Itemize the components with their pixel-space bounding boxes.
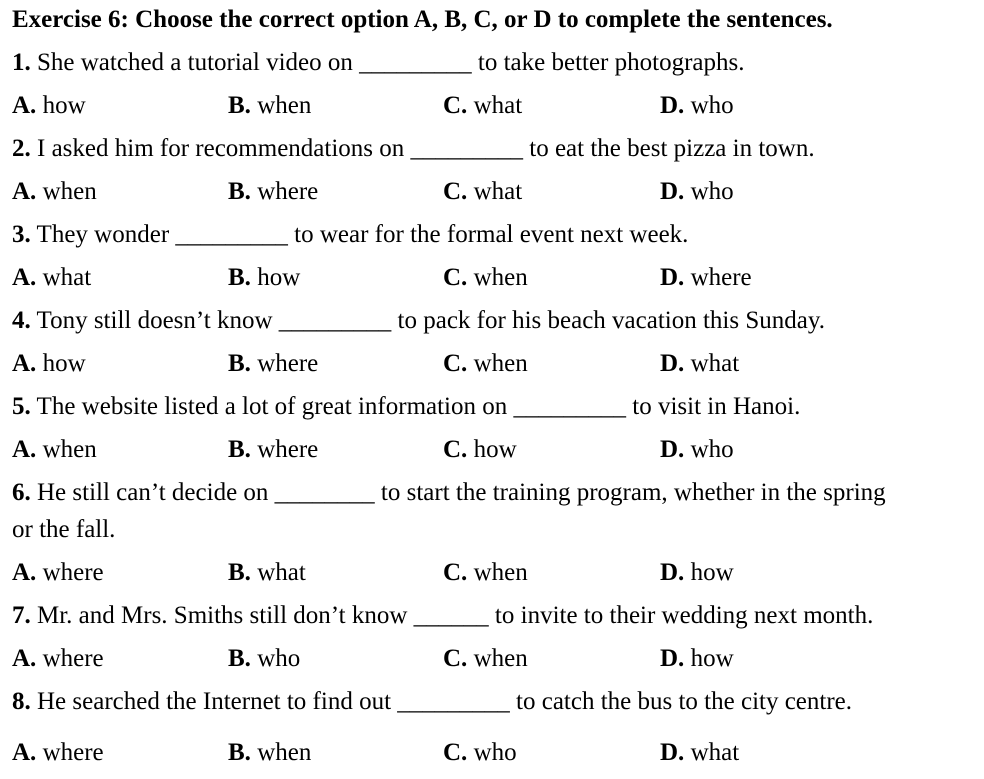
option-a: A. when	[12, 436, 97, 463]
option-c: C. when	[443, 350, 528, 377]
option-c: C. what	[443, 92, 523, 119]
option-b: B. where	[228, 350, 319, 377]
question-2	[12, 134, 815, 164]
question-number: 2.	[12, 135, 31, 162]
question-text-after: to start the training program, whether in the spring	[374, 479, 886, 506]
question-1	[12, 48, 744, 78]
question-text-after: to catch the bus to the city centre.	[509, 688, 853, 715]
question-text-before: She watched a tutorial video on	[30, 49, 360, 76]
question-text-after: to take better photographs.	[471, 49, 745, 76]
option-d: D. who	[660, 92, 734, 119]
options-row-1	[0, 91, 984, 121]
question-text-after: to visit in Hanoi.	[626, 393, 801, 420]
options-row-4	[0, 349, 984, 379]
question-8	[12, 687, 852, 717]
question-4	[12, 306, 825, 336]
option-b: B. when	[228, 92, 312, 119]
option-a: A. where	[12, 645, 104, 672]
question-text-before: Tony still doesn’t know	[30, 307, 279, 334]
question-number: 1.	[12, 49, 31, 76]
option-c: C. when	[443, 264, 528, 291]
question-6	[12, 478, 886, 508]
option-d: D. how	[660, 559, 734, 586]
option-c: C. what	[443, 178, 523, 205]
option-a: A. where	[12, 739, 104, 766]
option-c: C. who	[443, 739, 517, 766]
option-b: B. where	[228, 436, 319, 463]
question-text-before: The website listed a lot of great information on	[30, 393, 514, 420]
question-text-before: Mr. and Mrs. Smiths still don’t know	[30, 602, 414, 629]
answer-blank: _________	[397, 688, 510, 715]
question-number: 7.	[12, 602, 31, 629]
answer-blank: ________	[274, 479, 375, 506]
question-text-before: They wonder	[30, 221, 176, 248]
question-number: 3.	[12, 221, 31, 248]
option-b: B. what	[228, 559, 306, 586]
question-text-before: I asked him for recommendations on	[30, 135, 411, 162]
option-d: D. who	[660, 436, 734, 463]
question-number: 4.	[12, 307, 31, 334]
option-b: B. who	[228, 645, 301, 672]
option-d: D. who	[660, 178, 734, 205]
answer-blank: _________	[513, 393, 627, 420]
answer-blank: ______	[413, 602, 489, 629]
exercise-title: Exercise 6: Choose the correct option A, B, C, or D to complete the sentences.	[12, 6, 833, 33]
question-text-after: to invite to their wedding next month.	[488, 602, 874, 629]
question-text-before: He searched the Internet to find out	[30, 688, 398, 715]
option-d: D. what	[660, 739, 740, 766]
option-d: D. where	[660, 264, 752, 291]
question-text-after: to wear for the formal event next week.	[287, 221, 689, 248]
option-b: B. when	[228, 739, 312, 766]
option-a: A. where	[12, 559, 104, 586]
answer-blank: _________	[410, 135, 524, 162]
question-7	[12, 601, 873, 631]
options-row-2	[0, 177, 984, 207]
answer-blank: _________	[359, 49, 472, 76]
option-b: B. how	[228, 264, 301, 291]
options-row-6	[0, 558, 984, 588]
question-text-after: to pack for his beach vacation this Sunday.	[391, 307, 825, 334]
option-c: C. when	[443, 559, 528, 586]
options-row-5	[0, 435, 984, 465]
question-text-before: He still can’t decide on	[30, 479, 275, 506]
question-number: 8.	[12, 688, 31, 715]
answer-blank: _________	[278, 307, 392, 334]
option-a: A. when	[12, 178, 97, 205]
options-row-7	[0, 644, 984, 674]
option-d: D. how	[660, 645, 734, 672]
question-6-continuation: or the fall.	[12, 516, 116, 543]
options-row-3	[0, 263, 984, 293]
question-number: 5.	[12, 393, 31, 420]
option-c: C. when	[443, 645, 528, 672]
options-row-8	[0, 738, 984, 768]
question-3	[12, 220, 688, 250]
question-number: 6.	[12, 479, 31, 506]
option-a: A. how	[12, 350, 86, 377]
question-5	[12, 392, 800, 422]
question-text-after: to eat the best pizza in town.	[523, 135, 815, 162]
option-a: A. what	[12, 264, 92, 291]
option-b: B. where	[228, 178, 319, 205]
answer-blank: _________	[175, 221, 288, 248]
option-a: A. how	[12, 92, 86, 119]
option-c: C. how	[443, 436, 517, 463]
option-d: D. what	[660, 350, 740, 377]
